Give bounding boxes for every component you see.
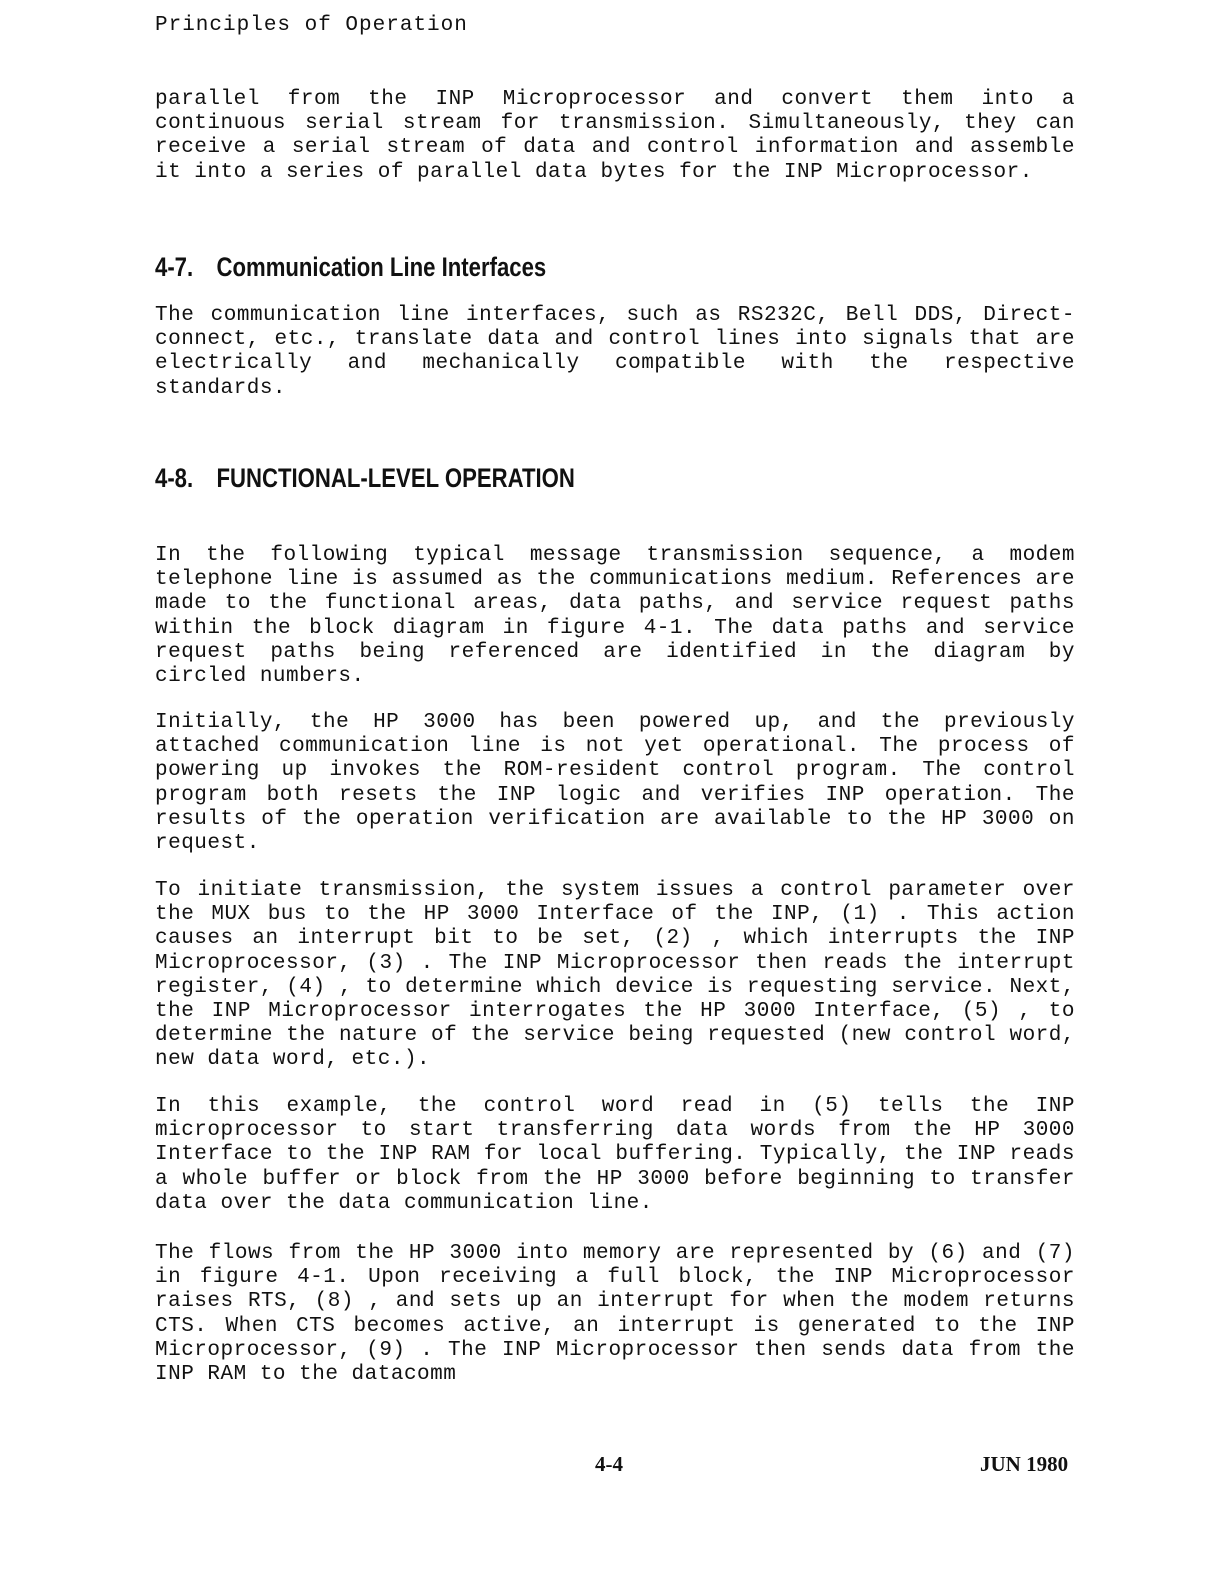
section-title: Communication Line Interfaces [216,252,547,282]
running-header: Principles of Operation [155,14,468,37]
paragraph-initial-state: Initially, the HP 3000 has been powered up, and the previously attached communication line is not yet operational. The process of powering up invokes the ROM-resident control program. The control program both resets the INP logic and verifies INP operation. The results of the operation verification are available to the HP 3000 on request. [155,711,1075,856]
paragraph-control-word-example: In this example, the control word read in (5) tells the INP microprocessor to start transferring data words from the HP 3000 Interface to the INP RAM for local buffering. Typically, the INP reads a whole buffer or block from the HP 3000 before beginning to transfer data over the data communication line. [155,1095,1075,1215]
section-title: FUNCTIONAL-LEVEL OPERATION [216,463,575,493]
section-heading-4-8 [155,463,575,494]
paragraph-data-flows: The flows from the HP 3000 into memory are represented by (6) and (7) in figure 4-1. Upon receiving a full block, the INP Microprocessor raises RTS, (8) , and sets up an interrupt for when the modem returns CTS. When CTS becomes active, an interrupt is generated to the INP Microprocessor, (9) . The INP Microprocessor then sends data from the INP RAM to the datacomm [155,1242,1075,1387]
publication-date: JUN 1980 [980,1452,1069,1476]
paragraph-line-interfaces: The communication line interfaces, such as RS232C, Bell DDS, Direct-connect, etc., translate data and control lines into signals that are electrically and mechanically compatible with the respective standards. [155,304,1075,400]
page-number: 4-4 [595,1452,623,1476]
section-heading-4-7 [155,252,546,283]
section-number: 4-7. [155,252,194,282]
paragraph-initiate-transmission: To initiate transmission, the system issues a control parameter over the MUX bus to the HP 3000 Interface of the INP, (1) . This action causes an interrupt bit to be set, (2) , which interrupts the INP Microprocessor, (3) . The INP Microprocessor then reads the interrupt register, (4) , to determine which device is requesting service. Next, the INP Microprocessor interrogates the HP 3000 Interface, (5) , to determine the nature of the service being requested (new control word, new data word, etc.). [155,879,1075,1072]
paragraph-transmission-sequence: In the following typical message transmission sequence, a modem telephone line is assumed as the communications medium. References are made to the functional areas, data paths, and service request paths within the block diagram in figure 4-1. The data paths and service request paths being referenced are identified in the diagram by circled numbers. [155,544,1075,689]
paragraph-intro-continuation: parallel from the INP Microprocessor and convert them into a continuous serial stream for transmission. Simultaneously, they can receive a serial stream of data and control information and assemble it into a series of parallel data bytes for the INP Microprocessor. [155,88,1075,184]
section-number: 4-8. [155,463,194,493]
